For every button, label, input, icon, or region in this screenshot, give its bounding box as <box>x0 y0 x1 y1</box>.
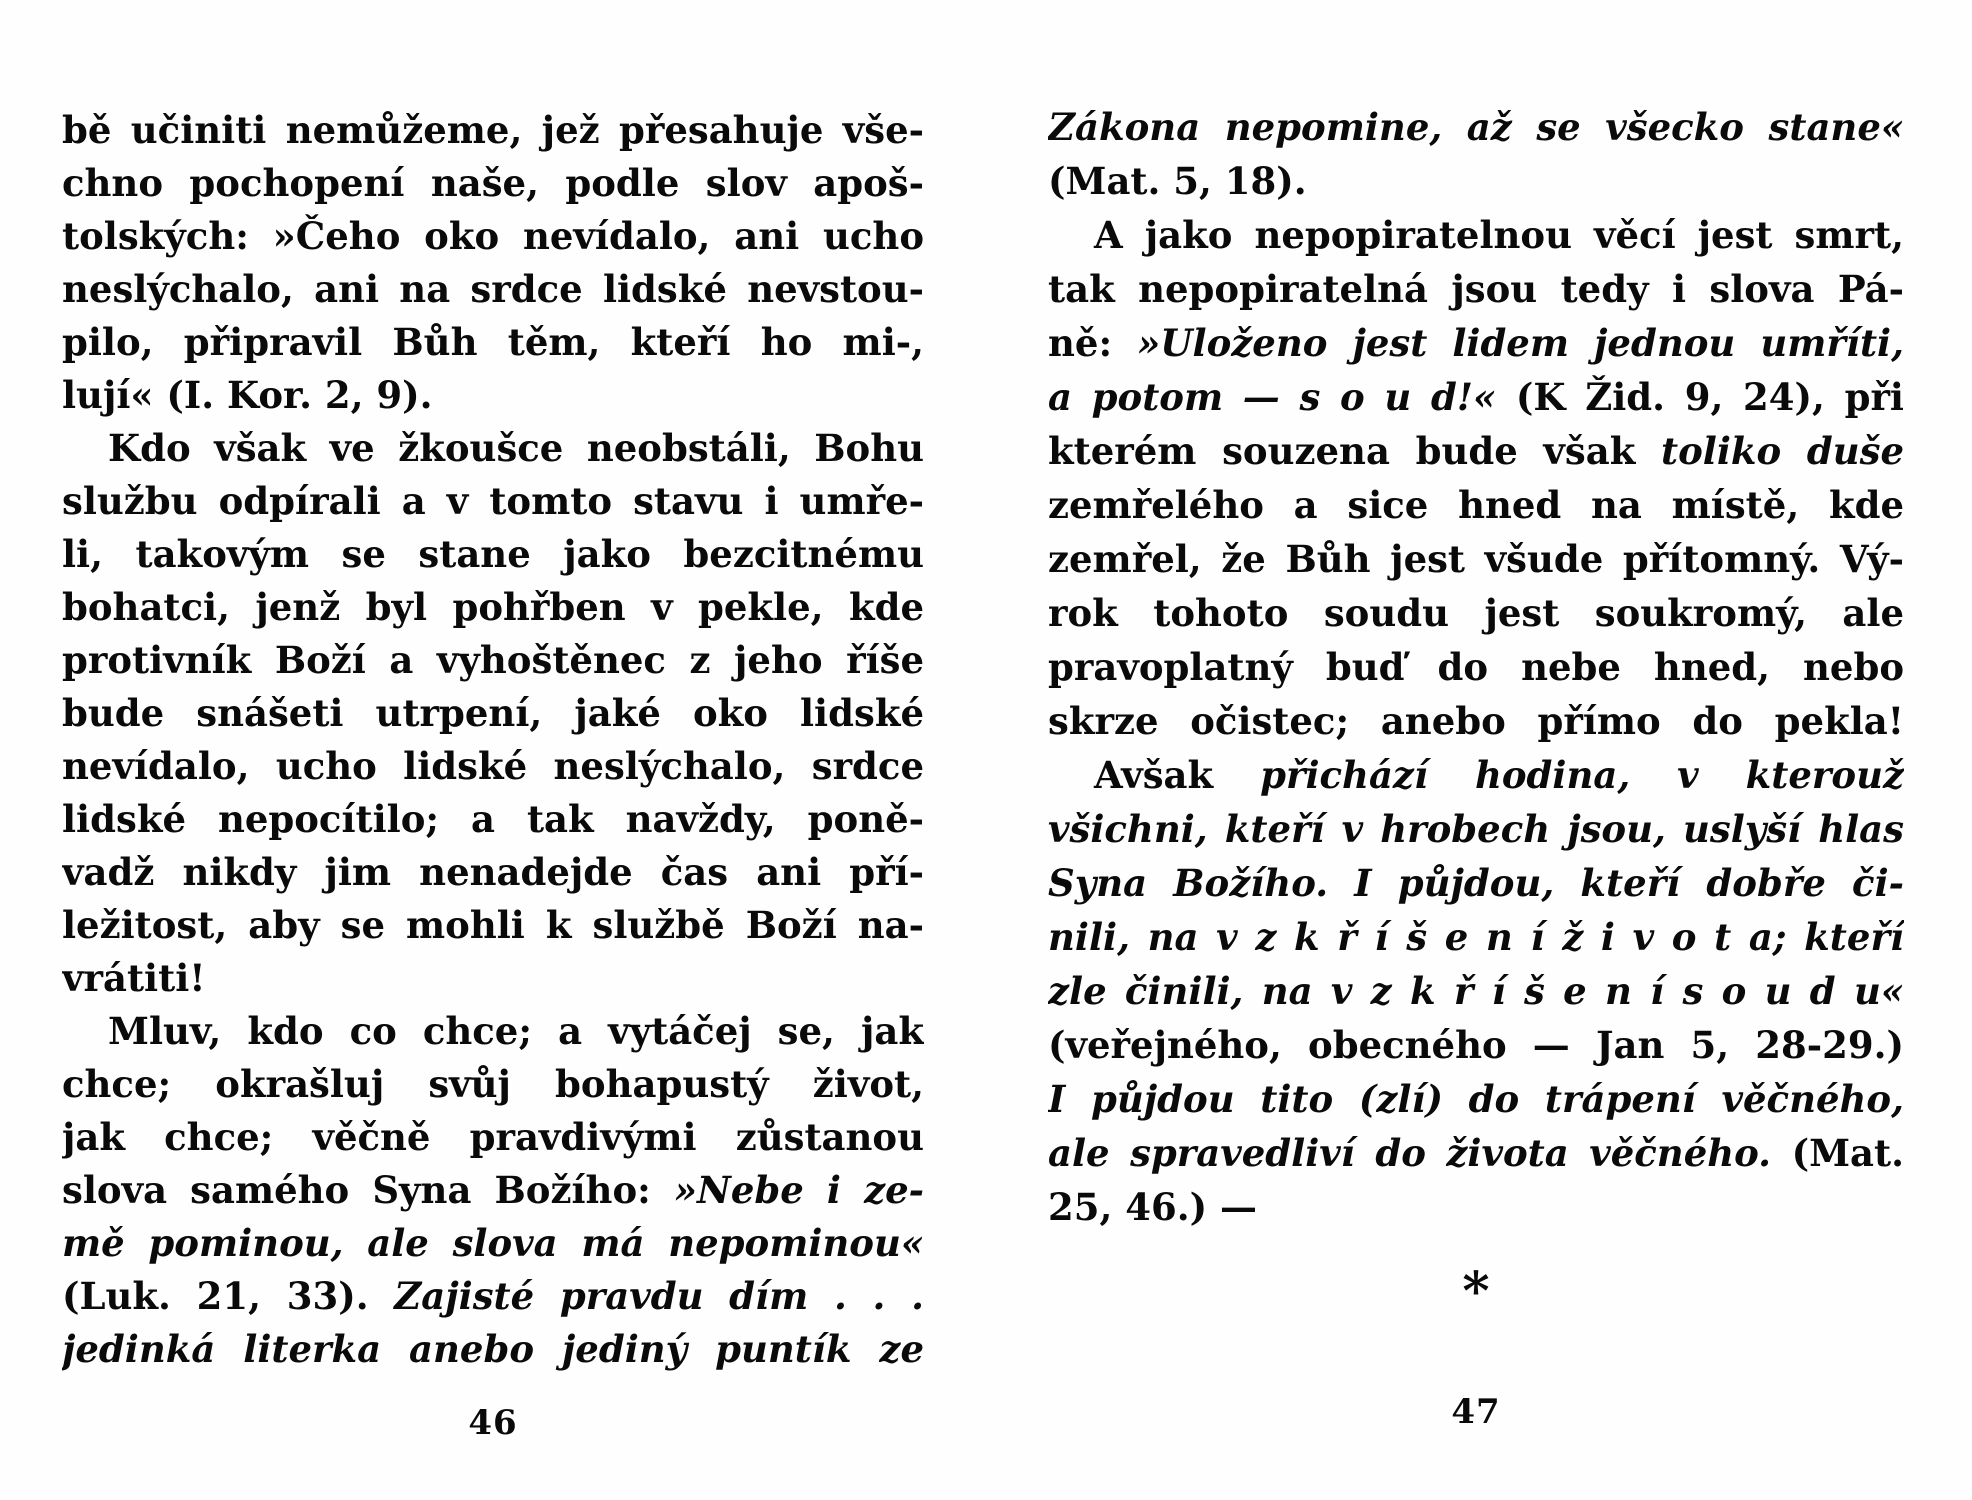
right-page-text-column <box>1048 100 1904 1234</box>
italic-text-run: Syna Božího. I půjdou, kteří dobře či- <box>1048 861 1904 905</box>
text-line <box>1048 316 1904 370</box>
text-line <box>1048 640 1904 694</box>
text-line <box>62 581 924 634</box>
text-line <box>1048 748 1904 802</box>
text-run: chce; okrašluj svůj bohapustý život, <box>62 1062 924 1106</box>
text-line <box>1048 1072 1904 1126</box>
italic-text-run: zle činili, na v z k ř í š e n í s o u d u« <box>1048 969 1904 1013</box>
italic-text-run: I půjdou tito (zlí) do trápení věčného, <box>1048 1077 1904 1121</box>
section-separator-star: * <box>1462 1261 1490 1322</box>
text-line <box>62 952 924 1005</box>
italic-text-run: ale spravedliví do života věčného. <box>1048 1131 1792 1175</box>
page-number-right: 47 <box>1451 1392 1501 1432</box>
text-run: (Mat. <box>1791 1131 1904 1175</box>
text-run: protivník Boží a vyhoštěnec z jeho říše <box>62 638 924 682</box>
italic-text-run: všichni, kteří v hrobech jsou, uslyší hlas <box>1048 807 1904 851</box>
text-line <box>62 475 924 528</box>
italic-text-run: jedinká literka anebo jediný puntík ze <box>62 1327 924 1371</box>
text-run: bě učiniti nemůžeme, jež přesahuje vše- <box>62 108 924 152</box>
text-line <box>62 1005 924 1058</box>
text-run: zemřel, že Bůh jest všude přítomný. Vý- <box>1048 537 1904 581</box>
text-line <box>1048 100 1904 154</box>
italic-text-run: »Nebe i ze- <box>673 1168 924 1212</box>
text-run: Avšak <box>1094 753 1261 797</box>
italic-text-run: nili, na v z k ř í š e n í ž i v o t a; kteří <box>1048 915 1904 959</box>
italic-text-run: přichází hodina, v kterouž <box>1260 753 1904 797</box>
text-line <box>62 1270 924 1323</box>
text-line <box>1048 424 1904 478</box>
text-run: pravoplatný buď do nebe hned, nebo <box>1048 645 1904 689</box>
text-line <box>62 1217 924 1270</box>
text-line <box>1048 370 1904 424</box>
text-run: (Luk. 21, 33). <box>62 1274 395 1318</box>
text-line <box>1048 1180 1904 1234</box>
text-line <box>1048 694 1904 748</box>
text-run: jak chce; věčně pravdivými zůstanou <box>62 1115 924 1159</box>
italic-text-run: mě pominou, ale slova má nepominou« <box>62 1221 924 1265</box>
text-run: tak nepopiratelná jsou tedy i slova Pá- <box>1048 267 1904 311</box>
text-line <box>62 316 924 369</box>
text-run: lidské nepocítilo; a tak navždy, poně- <box>62 797 924 841</box>
text-line <box>62 104 924 157</box>
text-line <box>62 740 924 793</box>
text-line <box>1048 964 1904 1018</box>
text-run: rok tohoto soudu jest soukromý, ale <box>1048 591 1904 635</box>
text-line <box>62 899 924 952</box>
text-run: skrze očistec; anebo přímo do pekla! <box>1048 699 1904 743</box>
text-line <box>62 1111 924 1164</box>
text-run: li, takovým se stane jako bezcitnému <box>62 532 924 576</box>
text-run: vrátiti! <box>62 956 206 1000</box>
text-run: ně: <box>1048 321 1138 365</box>
text-run: chno pochopení naše, podle slov apoš- <box>62 161 924 205</box>
text-run: Kdo však ve žkoušce neobstáli, Bohu <box>108 426 924 470</box>
italic-text-run: »Uloženo jest lidem jednou umříti, <box>1137 321 1904 365</box>
text-run: (K Žid. 9, 24), při <box>1515 375 1904 419</box>
text-line <box>62 528 924 581</box>
text-line <box>1048 586 1904 640</box>
text-run: lují« (I. Kor. 2, 9). <box>62 373 433 417</box>
text-run: 25, 46.) — <box>1048 1185 1258 1229</box>
text-run: nevídalo, ucho lidské neslýchalo, srdce <box>62 744 924 788</box>
text-run: kterém souzena bude však <box>1048 429 1661 473</box>
text-run: (Mat. 5, 18). <box>1048 159 1307 203</box>
text-line <box>1048 478 1904 532</box>
text-run: slova samého Syna Božího: <box>62 1168 674 1212</box>
text-run: bude snášeti utrpení, jaké oko lidské <box>62 691 924 735</box>
text-run: ležitost, aby se mohli k službě Boží na- <box>62 903 924 947</box>
italic-text-run: Zákona nepomine, až se všecko stane« <box>1048 105 1904 149</box>
text-line <box>1048 910 1904 964</box>
text-run: Mluv, kdo co chce; a vytáčej se, jak <box>108 1009 924 1053</box>
text-line <box>1048 1126 1904 1180</box>
italic-text-run: toliko duše <box>1661 429 1904 473</box>
page-number-left: 46 <box>468 1403 518 1443</box>
text-run: (veřejného, obecného — Jan 5, 28-29.) <box>1048 1023 1904 1067</box>
text-line <box>62 846 924 899</box>
italic-text-run: Zajisté pravdu dím . . . <box>394 1274 924 1318</box>
text-run: A jako nepopiratelnou věcí jest smrt, <box>1094 213 1904 257</box>
text-line <box>62 793 924 846</box>
text-line <box>1048 1018 1904 1072</box>
text-run: pilo, připravil Bůh těm, kteří ho mi-, <box>62 320 924 364</box>
left-page-text-column <box>62 104 924 1376</box>
text-line <box>62 1058 924 1111</box>
text-line <box>1048 154 1904 208</box>
text-line <box>62 634 924 687</box>
text-run: neslýchalo, ani na srdce lidské nevstou- <box>62 267 924 311</box>
text-line <box>1048 262 1904 316</box>
text-line <box>1048 856 1904 910</box>
text-line <box>1048 208 1904 262</box>
text-line <box>1048 532 1904 586</box>
text-line <box>62 687 924 740</box>
text-run: vadž nikdy jim nenadejde čas ani pří- <box>62 850 924 894</box>
text-line <box>62 1164 924 1217</box>
text-line <box>62 263 924 316</box>
text-run: službu odpírali a v tomto stavu i umře- <box>62 479 924 523</box>
text-line <box>1048 802 1904 856</box>
text-line <box>62 157 924 210</box>
text-run: bohatci, jenž byl pohřben v pekle, kde <box>62 585 924 629</box>
text-line <box>62 422 924 475</box>
text-line <box>62 369 924 422</box>
text-line <box>62 210 924 263</box>
text-run: tolských: »Čeho oko nevídalo, ani ucho <box>62 214 924 258</box>
text-line <box>62 1323 924 1376</box>
text-run: zemřelého a sice hned na místě, kde <box>1048 483 1904 527</box>
italic-text-run: a potom — s o u d!« <box>1048 375 1516 419</box>
